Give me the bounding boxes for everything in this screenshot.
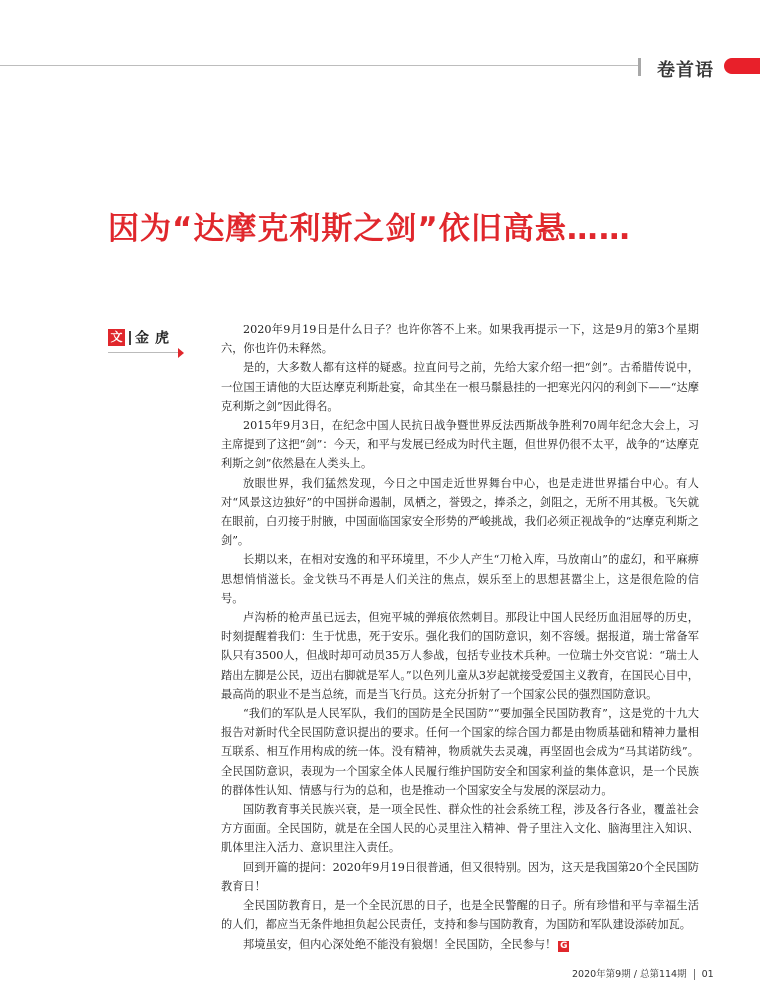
article-title: 因为“达摩克利斯之剑”依旧高悬…… <box>108 211 631 247</box>
section-tab-marker <box>724 58 760 74</box>
paragraph: 放眼世界，我们猛然发现，今日之中国走近世界舞台中心，也是走进世界擂台中心。有人对“风景这边独好”的中国拼命遏制，凤栖之，誉毁之，捧杀之，剑阻之，无所不用其极。飞矢就在眼前，白刃接于肘腋，中国面临国家安全形势的严峻挑战，我们必须正视战争的“达摩克利斯之剑”。 <box>221 476 699 548</box>
paragraph: 长期以来，在相对安逸的和平环境里，不少人产生“刀枪入库，马放南山”的虚幻，和平麻痹思想悄悄滋长。金戈铁马不再是人们关注的焦点，娱乐至上的思想甚嚣尘上，这是很危险的信号。 <box>221 553 699 605</box>
byline <box>108 327 178 348</box>
paragraph: 2015年9月3日，在纪念中国人民抗日战争暨世界反法西斯战争胜利70周年纪念大会上，习主席提到了这把“剑”：今天，和平与发展已经成为时代主题，但世界仍很不太平，战争的“达摩克利斯之剑”依然悬在人类头上。 <box>221 419 699 471</box>
paragraph: 全民国防教育日，是一个全民沉思的日子，也是全民警醒的日子。所有珍惜和平与幸福生活的人们，都应当无条件地担负起公民责任，支持和参与国防教育，为国防和军队建设添砖加瓦。 <box>221 899 699 932</box>
paragraph: “我们的军队是人民军队，我们的国防是全民国防”“要加强全民国防教育”，这是党的十九大报告对新时代全民国防意识提出的要求。任何一个国家的综合国力都是由物质基础和精神力量相互联系、相互作用构成的统一体。没有精神，物质就失去灵魂，再坚固也会成为“马其诺防线”。全民国防意识，表现为一个国家全体人民履行维护国防安全和国家利益的集体意识，是一个民族的群体性认知、情感与行为的总和，也是推动一个国家安全与发展的深层动力。 <box>221 707 699 797</box>
byline-divider <box>129 331 131 345</box>
article-body <box>221 320 699 954</box>
section-label: 卷首语 <box>657 60 714 81</box>
page-footer <box>572 966 714 980</box>
paragraph: 是的，大多数人都有这样的疑惑。拉直问号之前，先给大家介绍一把“剑”。古希腊传说中，一位国王请他的大臣达摩克利斯赴宴，命其坐在一根马鬃悬挂的一把寒光闪闪的利剑下——“达摩克利斯之剑”因此得名。 <box>221 361 699 413</box>
header-separator <box>638 58 641 76</box>
byline-rule <box>108 352 178 353</box>
header-rule <box>0 65 640 66</box>
paragraph: 卢沟桥的枪声虽已远去，但宛平城的弹痕依然刺目。那段让中国人民经历血泪屈辱的历史，时刻提醒着我们：生于忧患，死于安乐。强化我们的国防意识，刻不容缓。据报道，瑞士常备军队只有3500人，但战时却可动员35万人参战，包括专业技术兵种。一位瑞士外交官说：“瑞士人踏出左脚是公民，迈出右脚就是军人。”以色列儿童从3岁起就接受爱国主义教育，在国民心目中，最高尚的职业不是当总统，而是当飞行员。这充分折射了一个国家公民的强烈国防意识。 <box>221 611 699 701</box>
paragraph: 2020年9月19日是什么日子？也许你答不上来。如果我再提示一下，这是9月的第3个星期六，你也许仍未释然。 <box>221 323 699 356</box>
page-number: 01 <box>701 969 714 980</box>
issue-info: 2020年第9期 / 总第114期 <box>572 969 687 980</box>
closing-paragraph <box>221 935 699 954</box>
byline-badge: 文 <box>108 329 125 346</box>
author-name: 金虎 <box>135 330 175 347</box>
end-mark-icon: G <box>560 940 568 951</box>
footer-separator <box>694 969 695 980</box>
paragraph: 国防教育事关民族兴衰，是一项全民性、群众性的社会系统工程，涉及各行各业，覆盖社会方方面面。全民国防，就是在全国人民的心灵里注入精神、骨子里注入文化、脑海里注入知识、肌体里注入活力、意识里注入责任。 <box>221 803 699 855</box>
byline-arrow-icon <box>178 348 184 358</box>
paragraph: 回到开篇的提问：2020年9月19日很普通，但又很特别。因为，这天是我国第20个全民国防教育日！ <box>221 860 699 893</box>
closing-text: 邦境虽安，但内心深处绝不能没有狼烟！全民国防，全民参与！ <box>243 937 557 951</box>
